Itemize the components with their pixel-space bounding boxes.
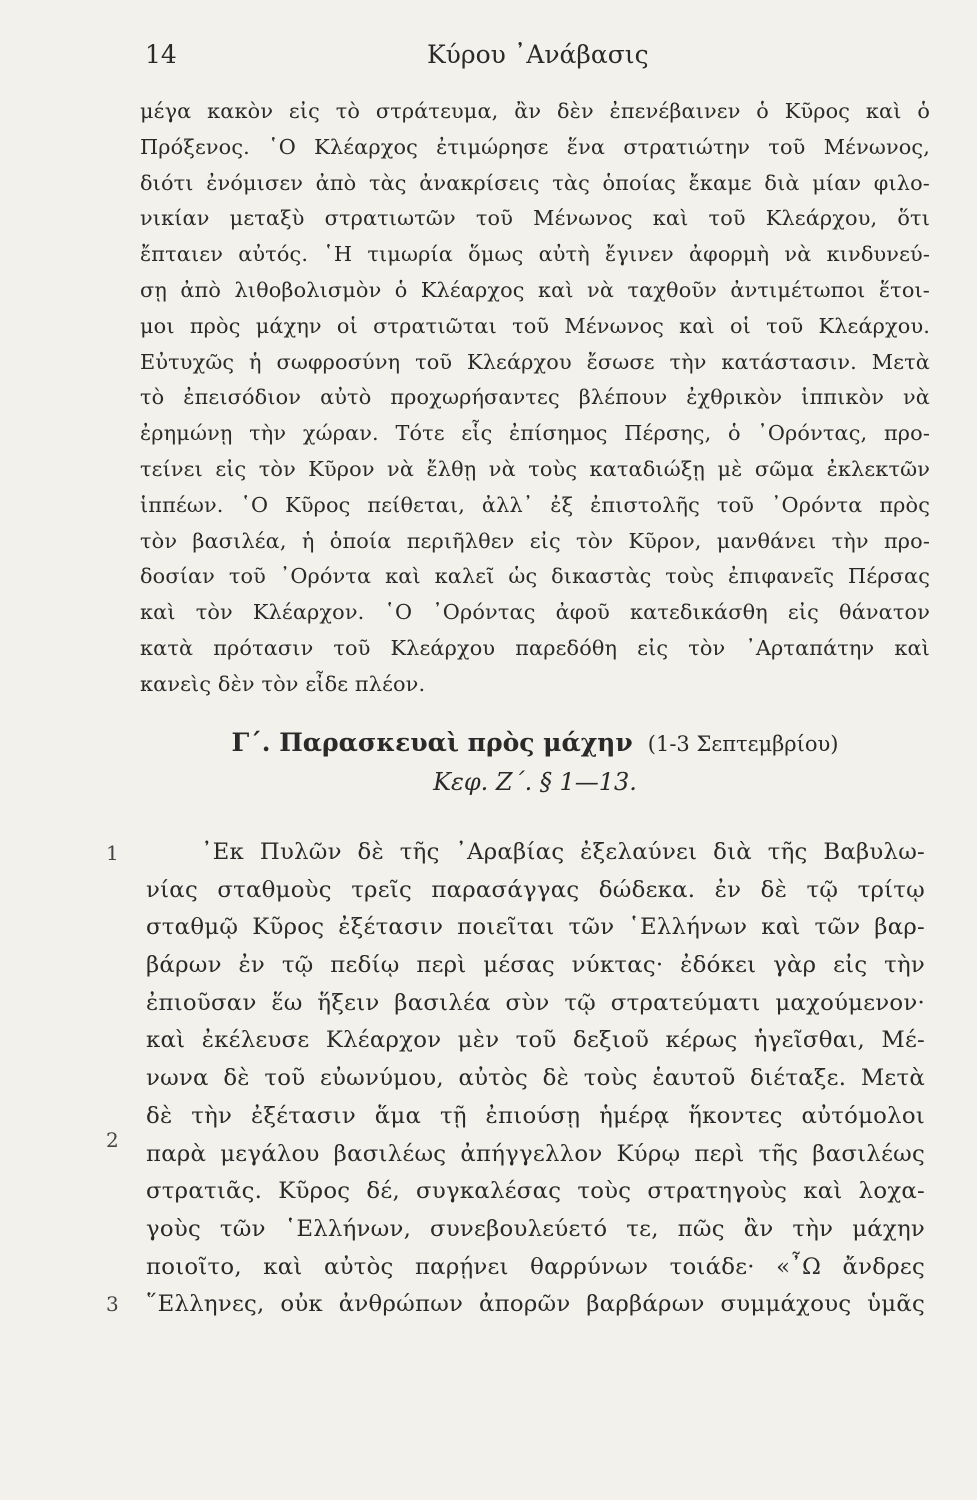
commentary-line: τὸ ἐπεισόδιον αὐτὸ προχωρήσαντες βλέπουν ἐχθρικὸν ἱππικὸν νὰ (140, 385, 930, 410)
commentary-line: καὶ τὸν Κλέαρχον. ῾Ο ᾿Ορόντας ἀφοῦ κατεδικάσθη εἰς θάνατον (140, 600, 930, 625)
text-line: ἐπιοῦσαν ἕω ἥξειν βασιλέα σὺν τῷ στρατεύματι μαχούμενον· (146, 989, 925, 1016)
commentary-line: κανεὶς δὲν τὸν εἶδε πλέον. (140, 671, 426, 696)
section-dates: (1-3 Σεπτεμβρίου) (647, 732, 839, 756)
text-line: βάρων ἐν τῷ πεδίῳ περὶ μέσας νύκτας· ἐδόκει γὰρ εἰς τὴν (146, 952, 925, 979)
text-line: νίας σταθμοὺς τρεῖς παρασάγγας δώδεκα. ἐν δὲ τῷ τρίτῳ (146, 876, 925, 903)
commentary-line: κατὰ πρότασιν τοῦ Κλεάρχου παρεδόθη εἰς τὸν ᾿Αρταπάτην καὶ (140, 635, 930, 660)
commentary-line: τείνει εἰς τὸν Κῦρον νὰ ἔλθῃ νὰ τοὺς καταδιώξῃ μὲ σῶμα ἐκλεκτῶν (140, 456, 930, 481)
text-line: ῞Ελληνες, οὐκ ἀνθρώπων ἀπορῶν βαρβάρων συμμάχους ὑμᾶς (146, 1291, 925, 1318)
text-line: ποιοῖτο, καὶ αὐτὸς παρῄνει θαρρύνων τοιάδε· «῏Ω ἄνδρες (146, 1253, 925, 1280)
section-title: Γ΄. Παρασκευαὶ πρὸς μάχην (231, 728, 633, 757)
commentary-line: ἱππέων. ῾Ο Κῦρος πείθεται, ἀλλ᾿ ἐξ ἐπιστολῆς τοῦ ᾿Ορόντα πρὸς (140, 492, 930, 517)
commentary-line: ἐρημώνῃ τὴν χώραν. Τότε εἷς ἐπίσημος Πέρσης, ὁ ᾿Ορόντας, προ- (140, 421, 930, 446)
commentary-line: ἔπταιεν αὐτός. ῾Η τιμωρία ὅμως αὐτὴ ἔγινεν ἀφορμὴ νὰ κινδυνεύ- (140, 242, 930, 267)
text-line: ᾿Εκ Πυλῶν δὲ τῆς ᾿Αραβίας ἐξελαύνει διὰ τῆς Βαβυλω- (201, 839, 925, 865)
text-line: δὲ τὴν ἐξέτασιν ἅμα τῇ ἐπιούσῃ ἡμέρᾳ ἥκοντες αὐτόμολοι (146, 1102, 925, 1129)
section-heading (140, 728, 930, 768)
commentary-line: τὸν βασιλέα, ἡ ὁποία περιῆλθεν εἰς τὸν Κῦρον, μανθάνει τὴν προ- (140, 528, 930, 553)
page-header (145, 40, 925, 80)
greek-text-block (146, 834, 925, 1324)
margin-number: 3 (106, 1292, 119, 1316)
commentary-line: σῃ ἀπὸ λιθοβολισμὸν ὁ Κλέαρχος καὶ νὰ ταχθοῦν ἀντιμέτωποι ἕτοι- (140, 277, 930, 302)
running-title: Κύρου ᾿Ανάβασις (427, 40, 649, 69)
text-line: καὶ ἐκέλευσε Κλέαρχον μὲν τοῦ δεξιοῦ κέρως ἡγεῖσθαι, Μέ- (146, 1027, 925, 1054)
commentary-line: διότι ἐνόμισεν ἀπὸ τὰς ἀνακρίσεις τὰς ὁποίας ἔκαμε διὰ μίαν φιλο- (140, 170, 930, 195)
commentary-line: μέγα κακὸν εἰς τὸ στράτευμα, ἂν δὲν ἐπενέβαινεν ὁ Κῦρος καὶ ὁ (140, 99, 930, 123)
text-line: παρὰ μεγάλου βασιλέως ἀπήγγελλον Κύρῳ περὶ τῆς βασιλέως (146, 1140, 925, 1167)
text-line: στρατιᾶς. Κῦρος δέ, συγκαλέσας τοὺς στρατηγοὺς καὶ λοχα- (146, 1178, 925, 1205)
commentary-line: μοι πρὸς μάχην οἱ στρατιῶται τοῦ Μένωνος καὶ οἱ τοῦ Κλεάρχου. (140, 313, 930, 338)
text-line: νωνα δὲ τοῦ εὐωνύμου, αὐτὸς δὲ τοὺς ἑαυτοῦ διέταξε. Μετὰ (146, 1065, 925, 1092)
commentary-line: Πρόξενος. ῾Ο Κλέαρχος ἐτιμώρησε ἕνα στρατιώτην τοῦ Μένωνος, (140, 134, 930, 159)
page-number: 14 (145, 40, 177, 69)
commentary-line: Εὐτυχῶς ἡ σωφροσύνη τοῦ Κλεάρχου ἔσωσε τὴν κατάστασιν. Μετὰ (140, 349, 930, 374)
chapter-reference: Κεφ. Ζ΄. § 1—13. (433, 768, 637, 796)
text-line: σταθμῷ Κῦρος ἐξέτασιν ποιεῖται τῶν ῾Ελλήνων καὶ τῶν βαρ- (146, 914, 925, 941)
text-line: γοὺς τῶν ῾Ελλήνων, συνεβουλεύετό τε, πῶς ἂν τὴν μάχην (146, 1215, 925, 1242)
margin-number: 2 (106, 1128, 119, 1152)
commentary-line: δοσίαν τοῦ ᾿Ορόντα καὶ καλεῖ ὡς δικαστὰς τοὺς ἐπιφανεῖς Πέρσας (140, 564, 930, 589)
margin-number: 1 (106, 841, 119, 865)
commentary-line: νικίαν μεταξὺ στρατιωτῶν τοῦ Μένωνος καὶ τοῦ Κλεάρχου, ὅτι (140, 206, 930, 231)
commentary-block (140, 94, 930, 703)
